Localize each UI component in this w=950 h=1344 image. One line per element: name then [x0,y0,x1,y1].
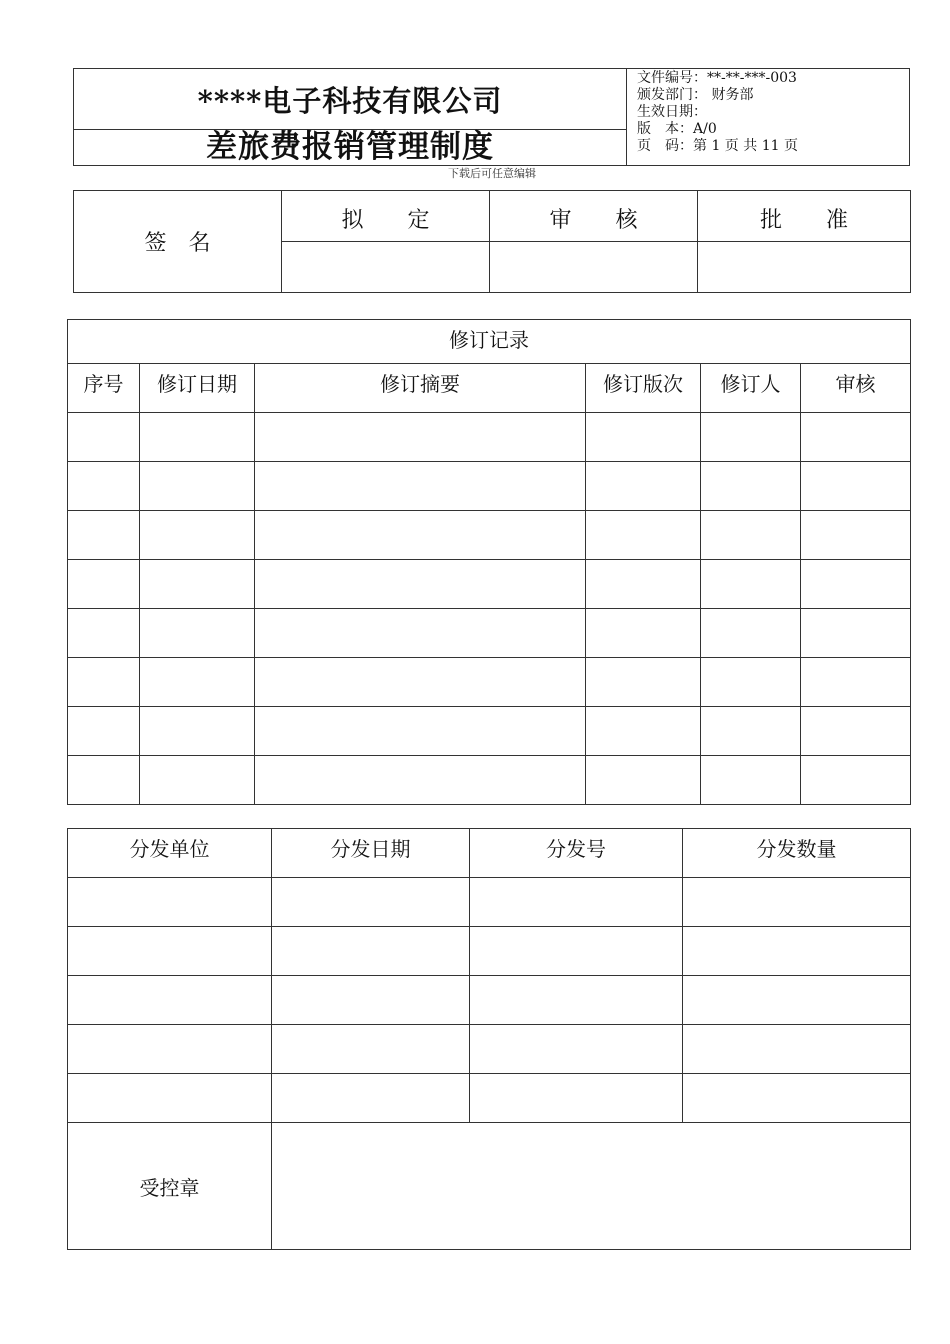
distribution-table [67,828,911,1250]
distribution-cell[interactable] [470,927,683,976]
revision-cell[interactable] [68,756,140,805]
col-header-seq [68,364,140,413]
revision-cell[interactable] [586,658,701,707]
revision-row [68,413,911,462]
revision-cell[interactable] [140,658,255,707]
revision-cell[interactable] [140,413,255,462]
revision-cell[interactable] [140,756,255,805]
revision-row [68,511,911,560]
distribution-cell[interactable] [683,878,911,927]
controlled-stamp-label: 受控章 [68,1123,272,1250]
signature-header-row [74,191,911,242]
distribution-cell[interactable] [470,1025,683,1074]
revision-cell[interactable] [255,413,586,462]
revision-cell[interactable] [701,658,801,707]
revision-caption-text: 修订记录 [449,328,529,352]
effective-date-line [637,104,907,121]
revision-cell[interactable] [255,560,586,609]
approved-header [698,191,911,242]
col-header-rev-date-text: 修订日期 [157,372,237,396]
dept-value: 财务部 [711,87,754,103]
revision-cell[interactable] [255,658,586,707]
revision-cell[interactable] [801,609,911,658]
revision-row [68,462,911,511]
drafted-signature-field[interactable] [282,242,490,293]
version-label-a: 版 [637,121,665,137]
revision-cell[interactable] [586,609,701,658]
distribution-cell[interactable] [683,1074,911,1123]
revision-cell[interactable] [255,707,586,756]
revision-cell[interactable] [701,756,801,805]
col-header-dist-date-text: 分发日期 [330,837,411,861]
doc-number-line [637,70,907,87]
edit-note: 下载后可任意编辑 [448,167,536,180]
col-header-rev-summary-text: 修订摘要 [380,372,460,396]
distribution-cell[interactable] [272,976,470,1025]
revision-cell[interactable] [68,462,140,511]
signature-label: 签 名 [74,191,282,293]
effective-date-label: 生效日期： [637,104,707,120]
revision-cell[interactable] [701,707,801,756]
revision-cell[interactable] [586,462,701,511]
distribution-cell[interactable] [272,1074,470,1123]
revision-cell[interactable] [140,560,255,609]
col-header-rev-summary [255,364,586,413]
revision-cell[interactable] [701,609,801,658]
distribution-row [68,976,911,1025]
col-header-dist-quantity-text: 分发数量 [756,837,837,861]
distribution-header-row [68,829,911,878]
revision-rows [68,413,911,805]
approved-label: 批 准 [759,208,848,233]
revision-cell[interactable] [586,413,701,462]
revision-table [67,319,911,805]
page-value: 第 1 页 共 11 页 [693,138,798,154]
page-line [637,138,907,155]
distribution-cell[interactable] [683,1025,911,1074]
distribution-cell[interactable] [272,878,470,927]
col-header-reviewer-text: 审核 [835,372,876,396]
distribution-rows [68,878,911,1123]
col-header-dist-date [272,829,470,878]
revision-caption [68,320,911,364]
revision-row [68,609,911,658]
col-header-rev-version [586,364,701,413]
col-header-dist-number-text: 分发号 [546,837,606,861]
drafted-label: 拟 定 [341,208,430,233]
distribution-row [68,927,911,976]
approved-signature-field[interactable] [698,242,911,293]
revision-cell[interactable] [255,609,586,658]
document-title: 差旅费报销管理制度 [74,130,627,165]
revision-cell[interactable] [586,707,701,756]
revision-cell[interactable] [68,511,140,560]
revision-cell[interactable] [701,413,801,462]
distribution-row [68,1074,911,1123]
revision-header-row [68,364,911,413]
revision-cell[interactable] [801,658,911,707]
col-header-reviser [701,364,801,413]
doc-number-value: **-**-***-003 [707,70,797,86]
col-header-rev-version-text: 修订版次 [603,372,683,396]
revision-cell[interactable] [586,756,701,805]
controlled-stamp-area[interactable] [272,1123,911,1250]
col-header-dist-quantity [683,829,911,878]
revision-row [68,560,911,609]
distribution-cell[interactable] [470,976,683,1025]
distribution-cell[interactable] [272,1025,470,1074]
revision-row [68,707,911,756]
revision-cell[interactable] [801,413,911,462]
revision-cell[interactable] [68,707,140,756]
revision-cell[interactable] [140,609,255,658]
revision-cell[interactable] [801,462,911,511]
revision-cell[interactable] [140,462,255,511]
col-header-dist-number [470,829,683,878]
distribution-cell[interactable] [470,878,683,927]
revision-row [68,658,911,707]
dept-label: 颁发部门： [637,87,707,103]
dept-line [637,87,907,104]
revision-cell[interactable] [68,560,140,609]
col-header-rev-date [140,364,255,413]
page-label-b: 码： [665,138,693,154]
drafted-header [282,191,490,242]
reviewed-signature-field[interactable] [490,242,698,293]
doc-number-label: 文件编号： [637,70,707,86]
distribution-row [68,1025,911,1074]
reviewed-label: 审 核 [549,208,638,233]
reviewed-header [490,191,698,242]
revision-cell[interactable] [140,707,255,756]
revision-cell[interactable] [701,462,801,511]
document-header [73,68,910,166]
revision-cell[interactable] [701,560,801,609]
revision-cell[interactable] [68,658,140,707]
distribution-cell[interactable] [470,1074,683,1123]
distribution-cell[interactable] [272,927,470,976]
revision-cell[interactable] [140,511,255,560]
col-header-seq-text: 序号 [83,372,124,396]
revision-cell[interactable] [255,756,586,805]
col-header-reviewer [801,364,911,413]
col-header-reviser-text: 修订人 [720,372,781,396]
page-label-a: 页 [637,138,665,154]
distribution-cell[interactable] [68,1074,272,1123]
revision-cell[interactable] [701,511,801,560]
distribution-cell[interactable] [683,976,911,1025]
revision-cell[interactable] [68,413,140,462]
col-header-dist-unit [68,829,272,878]
revision-cell[interactable] [255,462,586,511]
version-label-b: 本： [665,121,693,137]
col-header-dist-unit-text: 分发单位 [129,837,210,861]
revision-cell[interactable] [255,511,586,560]
revision-cell[interactable] [801,560,911,609]
version-value: A/0 [693,121,717,137]
revision-cell[interactable] [801,756,911,805]
distribution-cell[interactable] [68,976,272,1025]
revision-row [68,756,911,805]
version-line [637,121,907,138]
distribution-cell[interactable] [68,1025,272,1074]
revision-cell[interactable] [586,511,701,560]
revision-cell[interactable] [801,707,911,756]
distribution-cell[interactable] [683,927,911,976]
revision-cell[interactable] [586,560,701,609]
controlled-stamp-row [68,1123,911,1250]
distribution-row [68,878,911,927]
revision-cell[interactable] [68,609,140,658]
distribution-cell[interactable] [68,878,272,927]
signature-table [73,190,911,293]
revision-cell[interactable] [801,511,911,560]
revision-caption-row [68,320,911,364]
distribution-cell[interactable] [68,927,272,976]
document-meta [637,70,907,155]
company-name: ****电子科技有限公司 [74,69,627,130]
